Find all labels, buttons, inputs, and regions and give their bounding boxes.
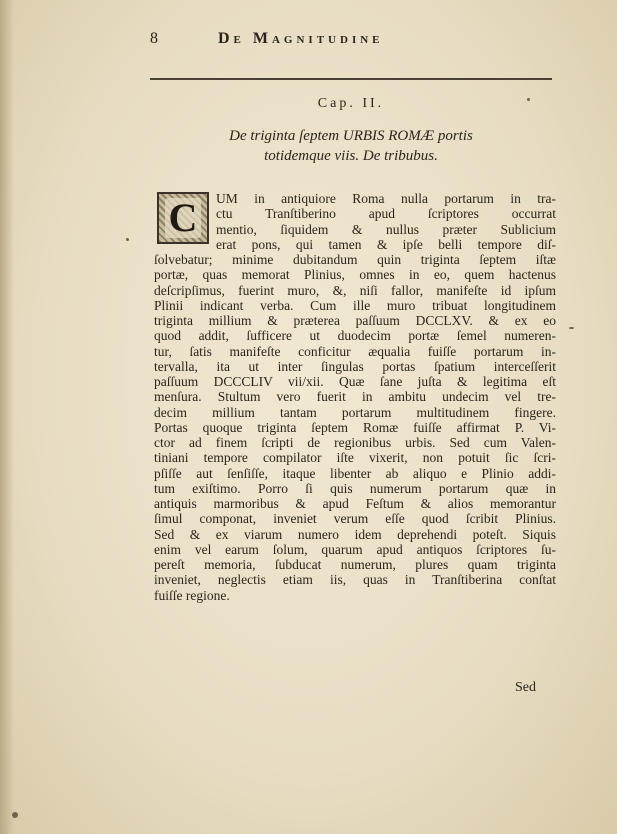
chapter-title-line-2: totidemque viis. De tribubus. [264, 148, 438, 164]
body-line: Sed & ex viarum numero idem deprehendi poteſt. Siquis [154, 526, 556, 542]
body-line: erat pons, qui tamen & ipſe belli tempore diſ- [216, 236, 556, 252]
body-line: pereſt memoria, ſubducat numerum, plures quam triginta [154, 557, 556, 572]
body-text [154, 191, 556, 603]
body-line: tervalla, ita ut inter ſingulas portas ſpatium interceſſerit [154, 358, 556, 374]
body-line: UM in antiquiore Roma nulla portarum in tra- [216, 191, 556, 206]
body-line: ſimul componat, inveniet verum eſſe quod ſcribit Plinius. [154, 511, 556, 527]
ornamental-dropcap [157, 192, 209, 244]
body-line: menſura. Stultum vero fuerit in ambitu undecim vel tre- [154, 389, 556, 405]
chapter-title-line-1: De triginta ſeptem URBIS ROMÆ portis [229, 128, 473, 144]
running-title: De Magnitudine [218, 30, 384, 47]
body-line: mentio, ſiquidem & nullus præter Sublicium [216, 221, 556, 237]
page-gutter-shadow [0, 0, 14, 834]
body-line: deſcripſimus, fuerint muro, &, niſi fallor, manifeſte id ipſum [154, 282, 556, 298]
body-line: portæ, quas memorat Plinius, omnes in eo, quem hactenus [154, 267, 556, 283]
body-line: pſiſſe aut ſenſiſſe, itaque libenter ab aliquo e Plinio addi- [154, 465, 556, 481]
paper-speck [569, 327, 574, 329]
chapter-heading: Cap. II. [317, 96, 385, 111]
body-line: tur, ſatis manifeſte conficitur æqualia fuiſſe portarum in- [154, 343, 556, 359]
page-number: 8 [150, 30, 162, 47]
body-line: triginta millium & præterea paſſuum DCCLXV. & ex eo [154, 313, 556, 328]
paper-speck [527, 98, 530, 101]
body-line: paſſuum DCCCLIV vii/xii. Quæ ſane juſta & legitima eſt [154, 374, 556, 389]
paper-speck [126, 238, 129, 241]
catchword: Sed [515, 680, 536, 695]
body-line: Plinii indicant verba. Cum ille muro tribuat longitudinem [154, 297, 556, 313]
body-line: quod addit, ſufficere ut duodecim portæ ſemel numeren- [154, 328, 556, 344]
body-line: tum exiſtimo. Porro ſi quis numerum portarum quæ in [154, 480, 556, 496]
paper-speck [12, 812, 18, 818]
body-line: fuiſſe regione. [154, 587, 230, 603]
body-line: Portas quoque triginta ſeptem Romæ fuiſſe affirmat P. Vi- [154, 419, 556, 435]
chapter-title [150, 126, 552, 166]
body-line: ctu Tranſtiberino apud ſcriptores occurrat [216, 206, 556, 222]
body-line: ſolvebatur; minime dubitandum quin triginta ſeptem iſtæ [154, 252, 556, 267]
body-line: inveniet, neglectis etiam iis, quas in Tranſtiberina conſtat [154, 572, 556, 588]
body-line: enim vel earum ſolum, quarum apud antiquos ſcriptores ſu- [154, 541, 556, 557]
dropcap-letter: C [165, 198, 201, 238]
body-line: antiquis marmoribus & apud Feſtum & alios memorantur [154, 496, 556, 511]
header-rule [150, 78, 552, 80]
body-line: tiniani tempore compilator iſte vixerit, non potuit ſic ſcri- [154, 450, 556, 466]
body-line: ctor ad finem ſcripti de regionibus urbis. Sed cum Valen- [154, 435, 556, 450]
body-line: decim millium tantam portarum multitudinem fingere. [154, 404, 556, 420]
